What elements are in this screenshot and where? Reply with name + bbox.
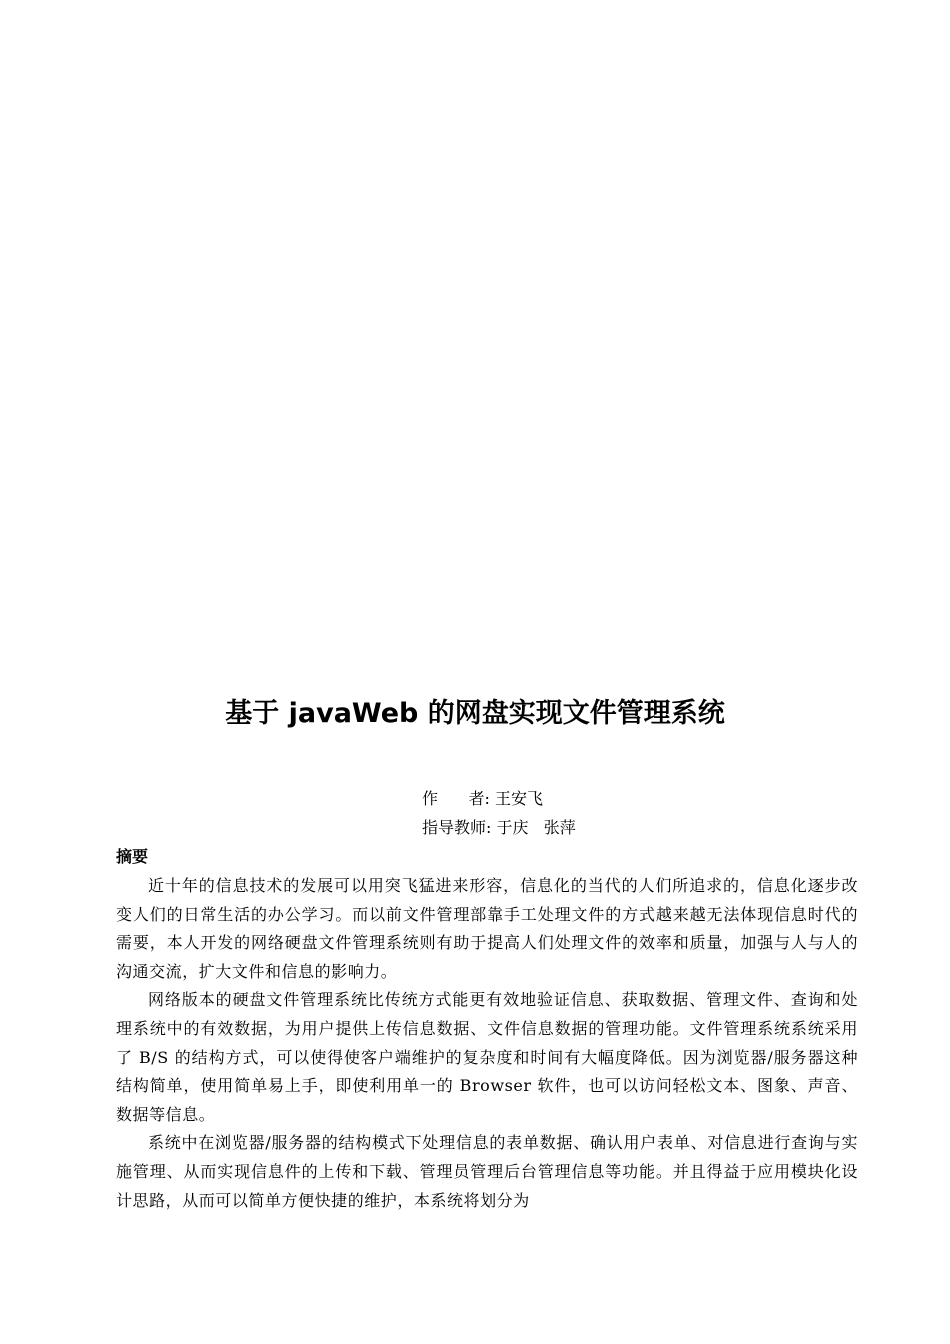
abstract-body: [116, 872, 858, 1215]
abstract-paragraph: 近十年的信息技术的发展可以用突飞猛进来形容，信息化的当代的人们所追求的，信息化逐步改变人们的日常生活的办公学习。而以前文件管理部靠手工处理文件的方式越来越无法体现信息时代的需要，本人开发的网络硬盘文件管理系统则有助于提高人们处理文件的效率和质量，加强与人与人的沟通交流，扩大文件和信息的影响力。: [116, 876, 858, 981]
abstract-paragraph: 网络版本的硬盘文件管理系统比传统方式能更有效地验证信息、获取数据、管理文件、查询和处理系统中的有效数据，为用户提供上传信息数据、文件信息数据的管理功能。文件管理系统系统采用了 B/S 的结构方式，可以使得使客户端维护的复杂度和时间有大幅度降低。因为浏览器/服务器这种结构简单，使用简单易上手，即使利用单一的 Browser 软件，也可以访问轻松文本、图象、声音、数据等信息。: [116, 990, 858, 1124]
abstract-paragraph: 系统中在浏览器/服务器的结构模式下处理信息的表单数据、确认用户表单、对信息进行查询与实施管理、从而实现信息件的上传和下载、管理员管理后台管理信息等功能。并且得益于应用模块化设计思路，从而可以简单方便快捷的维护，本系统将划分为: [116, 1133, 858, 1210]
document-title: 基于 javaWeb 的网盘实现文件管理系统: [225, 698, 725, 729]
author-line: 作 者: 王安飞: [422, 789, 543, 808]
abstract-heading: 摘要: [116, 847, 149, 866]
advisor-line: 指导教师: 于庆 张萍: [422, 818, 576, 837]
